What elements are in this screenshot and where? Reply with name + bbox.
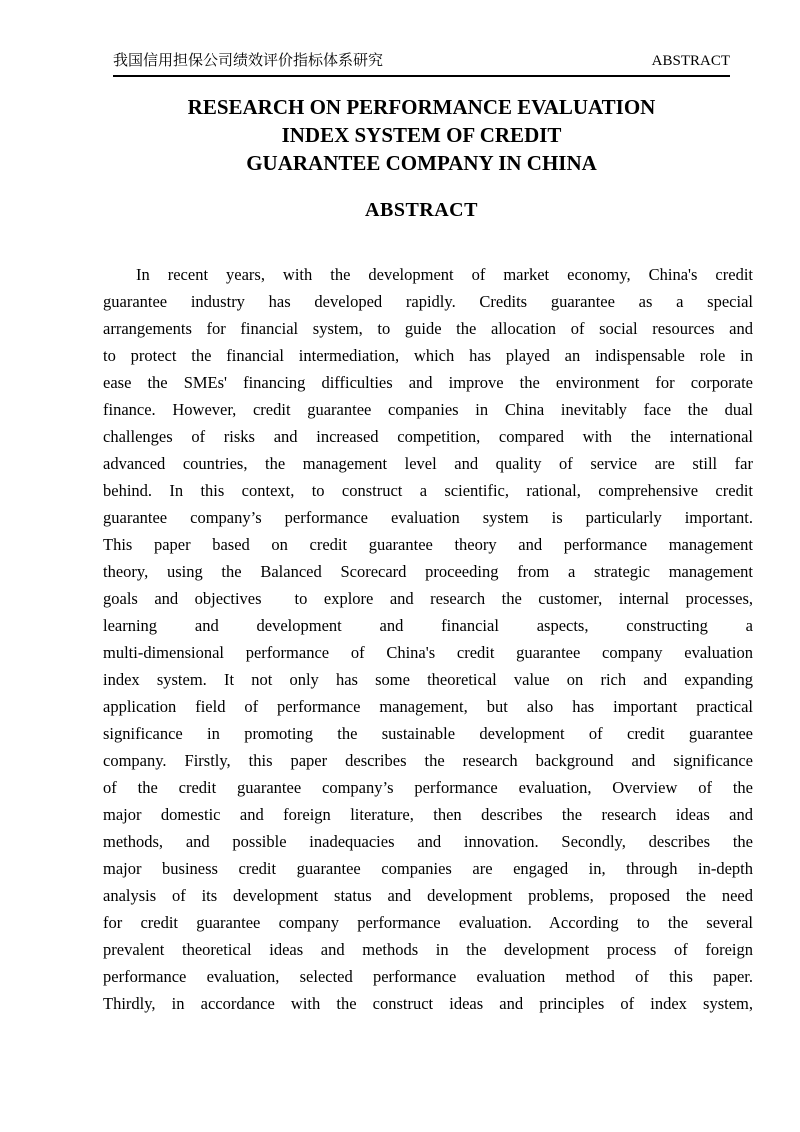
document-title-line-2: INDEX SYSTEM OF CREDIT xyxy=(281,123,562,147)
body-line: behind. In this context, to construct a scientific, rational, comprehensive credit xyxy=(103,481,753,500)
header-left-title: 我国信用担保公司绩效评价指标体系研究 xyxy=(113,53,384,69)
body-line: learning and development and financial aspects, constructing a xyxy=(103,616,753,635)
header-right-label: ABSTRACT xyxy=(651,53,730,69)
body-line: arrangements for financial system, to guide the allocation of social resources and xyxy=(103,319,753,338)
body-line: performance evaluation, selected performance evaluation method of this paper. xyxy=(103,967,753,986)
document-title xyxy=(113,93,730,177)
body-line: company. Firstly, this paper describes the research background and significance xyxy=(103,751,753,770)
body-line: advanced countries, the management level and quality of service are still far xyxy=(103,454,753,473)
header-rule xyxy=(113,75,730,77)
body-line: theory, using the Balanced Scorecard proceeding from a strategic management xyxy=(103,562,753,581)
abstract-paragraph xyxy=(103,261,753,1017)
body-line: finance. However, credit guarantee companies in China inevitably face the dual xyxy=(103,400,753,419)
body-line: of the credit guarantee company’s performance evaluation, Overview of the xyxy=(103,778,753,797)
abstract-heading: ABSTRACT xyxy=(365,199,478,221)
page-header xyxy=(113,0,730,70)
body-line: methods, and possible inadequacies and innovation. Secondly, describes the xyxy=(103,832,753,851)
body-line: This paper based on credit guarantee theory and performance management xyxy=(103,535,753,554)
body-line: In recent years, with the development of market economy, China's credit xyxy=(136,265,753,284)
body-line: index system. It not only has some theoretical value on rich and expanding xyxy=(103,670,753,689)
body-line: for credit guarantee company performance evaluation. According to the several xyxy=(103,913,753,932)
body-line: guarantee company’s performance evaluation system is particularly important. xyxy=(103,508,753,527)
body-line: goals and objectives to explore and research the customer, internal processes, xyxy=(103,589,753,608)
body-line: major business credit guarantee companies are engaged in, through in-depth xyxy=(103,859,753,878)
body-line: multi-dimensional performance of China's credit guarantee company evaluation xyxy=(103,643,753,662)
body-line: Thirdly, in accordance with the construct ideas and principles of index system, xyxy=(103,994,753,1013)
body-line: ease the SMEs' financing difficulties and improve the environment for corporate xyxy=(103,373,753,392)
body-line: challenges of risks and increased competition, compared with the international xyxy=(103,427,753,446)
document-title-line-3: GUARANTEE COMPANY IN CHINA xyxy=(246,151,597,175)
body-line: application field of performance management, but also has important practical xyxy=(103,697,753,716)
body-line: analysis of its development status and development problems, proposed the need xyxy=(103,886,753,905)
page-header-zone xyxy=(113,0,730,224)
body-line: to protect the financial intermediation, which has played an indispensable role in xyxy=(103,346,753,365)
document-title-line-1: RESEARCH ON PERFORMANCE EVALUATION xyxy=(187,95,656,119)
body-line: prevalent theoretical ideas and methods in the development process of foreign xyxy=(103,940,753,959)
body-line: major domestic and foreign literature, then describes the research ideas and xyxy=(103,805,753,824)
body-line: significance in promoting the sustainable development of credit guarantee xyxy=(103,724,753,743)
body-line: guarantee industry has developed rapidly. Credits guarantee as a special xyxy=(103,292,753,311)
